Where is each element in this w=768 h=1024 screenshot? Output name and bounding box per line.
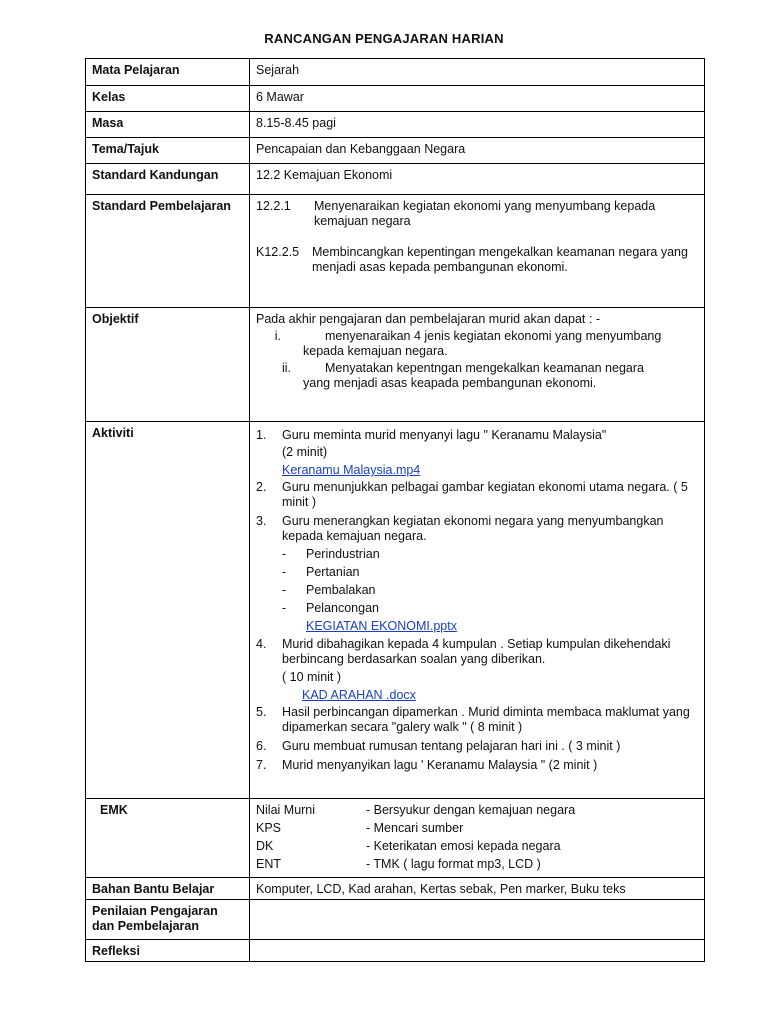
emk-nilai-murni bbox=[256, 803, 698, 818]
emk-kps bbox=[256, 821, 698, 836]
emk-value: - TMK ( lagu format mp3, LCD ) bbox=[366, 857, 541, 871]
step-text: Guru menerangkan kegiatan ekonomi negara yang menyumbangkan kepada kemajuan negara. bbox=[282, 514, 664, 543]
row-penilaian bbox=[86, 900, 705, 940]
value-standard-pembelajaran bbox=[250, 195, 705, 308]
activity-step-5 bbox=[256, 705, 698, 735]
sp-item-1 bbox=[256, 199, 698, 229]
value-mata-pelajaran: Sejarah bbox=[250, 59, 705, 86]
row-refleksi bbox=[86, 940, 705, 962]
objektif-cont-2: yang menjadi asas keapada pembangunan ekonomi. bbox=[303, 376, 597, 390]
row-aktiviti bbox=[86, 422, 705, 799]
value-objektif bbox=[250, 308, 705, 422]
economy-item-label: Pembalakan bbox=[306, 583, 376, 597]
label-bahan-bantu-belajar: Bahan Bantu Belajar bbox=[86, 878, 250, 900]
economy-item-pelancongan bbox=[282, 601, 698, 616]
row-standard-kandungan bbox=[86, 164, 705, 195]
value-bahan-bantu-belajar: Komputer, LCD, Kad arahan, Kertas sebak, Pen marker, Buku teks bbox=[250, 878, 705, 900]
row-masa bbox=[86, 112, 705, 138]
row-mata-pelajaran bbox=[86, 59, 705, 86]
dash-bullet: - bbox=[282, 565, 287, 579]
value-aktiviti bbox=[250, 422, 705, 799]
label-mata-pelajaran: Mata Pelajaran bbox=[86, 59, 250, 86]
label-objektif: Objektif bbox=[86, 308, 250, 422]
label-masa: Masa bbox=[86, 112, 250, 138]
step-text: Murid menyanyikan lagu ' Keranamu Malaysia " (2 minit ) bbox=[282, 758, 598, 772]
activity-step-7 bbox=[256, 758, 698, 773]
economy-item-pembalakan bbox=[282, 583, 698, 598]
sp-item-2 bbox=[256, 245, 698, 275]
value-penilaian bbox=[250, 900, 705, 940]
dash-bullet: - bbox=[282, 583, 287, 597]
kegiatan-ekonomi-link[interactable]: KEGIATAN EKONOMI.pptx bbox=[306, 619, 457, 633]
emk-value: - Bersyukur dengan kemajuan negara bbox=[366, 803, 576, 817]
step-num: 6. bbox=[256, 739, 267, 753]
row-standard-pembelajaran bbox=[86, 195, 705, 308]
activity-step-1-duration: (2 minit) bbox=[282, 445, 328, 459]
objektif-num-2: ii. bbox=[281, 361, 291, 375]
row-kelas bbox=[86, 86, 705, 112]
step-num: 1. bbox=[256, 428, 267, 442]
economy-item-perindustrian bbox=[282, 547, 698, 562]
step-num: 5. bbox=[256, 705, 267, 719]
step-text: Guru membuat rumusan tentang pelajaran hari ini . ( 3 minit ) bbox=[282, 739, 621, 753]
label-emk: EMK bbox=[86, 799, 250, 878]
emk-ent bbox=[256, 857, 698, 872]
sp-code-2: K12.2.5 bbox=[256, 245, 300, 259]
economy-item-label: Pertanian bbox=[306, 565, 360, 579]
dash-bullet: - bbox=[282, 547, 287, 561]
row-tema bbox=[86, 138, 705, 164]
lesson-plan-table bbox=[85, 58, 705, 962]
sp-text-1: Menyenaraikan kegiatan ekonomi yang menyumbang kepada kemajuan negara bbox=[314, 199, 656, 228]
objektif-cont-1: kepada kemajuan negara. bbox=[303, 344, 448, 358]
activity-step-6 bbox=[256, 739, 698, 754]
emk-key: DK bbox=[256, 839, 274, 853]
label-aktiviti: Aktiviti bbox=[86, 422, 250, 799]
label-tema: Tema/Tajuk bbox=[86, 138, 250, 164]
economy-item-label: Perindustrian bbox=[306, 547, 380, 561]
emk-key: ENT bbox=[256, 857, 281, 871]
dash-bullet: - bbox=[282, 601, 287, 615]
step-text: Hasil perbincangan dipamerkan . Murid diminta membaca maklumat yang dipamerkan secara "galery walk " ( 8 minit ) bbox=[282, 705, 690, 734]
value-standard-kandungan: 12.2 Kemajuan Ekonomi bbox=[250, 164, 705, 195]
label-kelas: Kelas bbox=[86, 86, 250, 112]
economy-item-pertanian bbox=[282, 565, 698, 580]
step-num: 3. bbox=[256, 514, 267, 528]
step-text: Murid dibahagikan kepada 4 kumpulan . Setiap kumpulan dikehendaki berbincang berdasarkan soalan yang diberikan. bbox=[282, 637, 671, 666]
activity-step-3-link-wrap bbox=[306, 619, 698, 634]
sp-text-2: Membincangkan kepentingan mengekalkan keamanan negara yang menjadi asas kepada pembangunan ekonomi. bbox=[312, 245, 688, 274]
activity-step-3 bbox=[256, 514, 698, 544]
activity-step-4 bbox=[256, 637, 698, 667]
page-title: RANCANGAN PENGAJARAN HARIAN bbox=[264, 31, 504, 46]
activity-step-4-duration: ( 10 minit ) bbox=[282, 670, 342, 684]
sp-code-1: 12.2.1 bbox=[256, 199, 291, 213]
economy-item-label: Pelancongan bbox=[306, 601, 379, 615]
activity-step-1 bbox=[256, 428, 698, 443]
step-num: 4. bbox=[256, 637, 267, 651]
objektif-text-2: Menyatakan kepentngan mengekalkan keamanan negara bbox=[325, 361, 644, 375]
activity-step-2 bbox=[256, 480, 698, 510]
value-tema: Pencapaian dan Kebanggaan Negara bbox=[250, 138, 705, 164]
keranamu-malaysia-link[interactable]: Keranamu Malaysia.mp4 bbox=[282, 463, 421, 477]
objektif-text-1: menyenaraikan 4 jenis kegiatan ekonomi yang menyumbang bbox=[325, 329, 662, 343]
emk-value: - Keterikatan emosi kepada negara bbox=[366, 839, 561, 853]
objektif-item-1 bbox=[256, 329, 698, 344]
emk-key: KPS bbox=[256, 821, 282, 835]
kad-arahan-link[interactable]: KAD ARAHAN .docx bbox=[302, 688, 416, 702]
step-num: 7. bbox=[256, 758, 267, 772]
row-bahan-bantu-belajar bbox=[86, 878, 705, 900]
step-num: 2. bbox=[256, 480, 267, 494]
value-refleksi bbox=[250, 940, 705, 962]
emk-key: Nilai Murni bbox=[256, 803, 316, 817]
activity-step-1-link-wrap bbox=[282, 463, 698, 478]
label-penilaian: Penilaian Pengajaran dan Pembelajaran bbox=[86, 900, 250, 940]
row-emk bbox=[86, 799, 705, 878]
objektif-num-1: i. bbox=[274, 329, 281, 343]
emk-dk bbox=[256, 839, 698, 854]
emk-value: - Mencari sumber bbox=[366, 821, 464, 835]
step-text: Guru meminta murid menyanyi lagu " Keranamu Malaysia" bbox=[282, 428, 607, 442]
value-kelas: 6 Mawar bbox=[250, 86, 705, 112]
objektif-item-2 bbox=[256, 361, 698, 376]
value-emk bbox=[250, 799, 705, 878]
label-standard-kandungan: Standard Kandungan bbox=[86, 164, 250, 195]
step-text: Guru menunjukkan pelbagai gambar kegiatan ekonomi utama negara. ( 5 minit ) bbox=[282, 480, 688, 509]
label-refleksi: Refleksi bbox=[86, 940, 250, 962]
activity-step-4-link-wrap bbox=[302, 688, 698, 703]
objektif-intro: Pada akhir pengajaran dan pembelajaran murid akan dapat : - bbox=[256, 312, 600, 326]
label-standard-pembelajaran: Standard Pembelajaran bbox=[86, 195, 250, 308]
row-objektif bbox=[86, 308, 705, 422]
value-masa: 8.15-8.45 pagi bbox=[250, 112, 705, 138]
